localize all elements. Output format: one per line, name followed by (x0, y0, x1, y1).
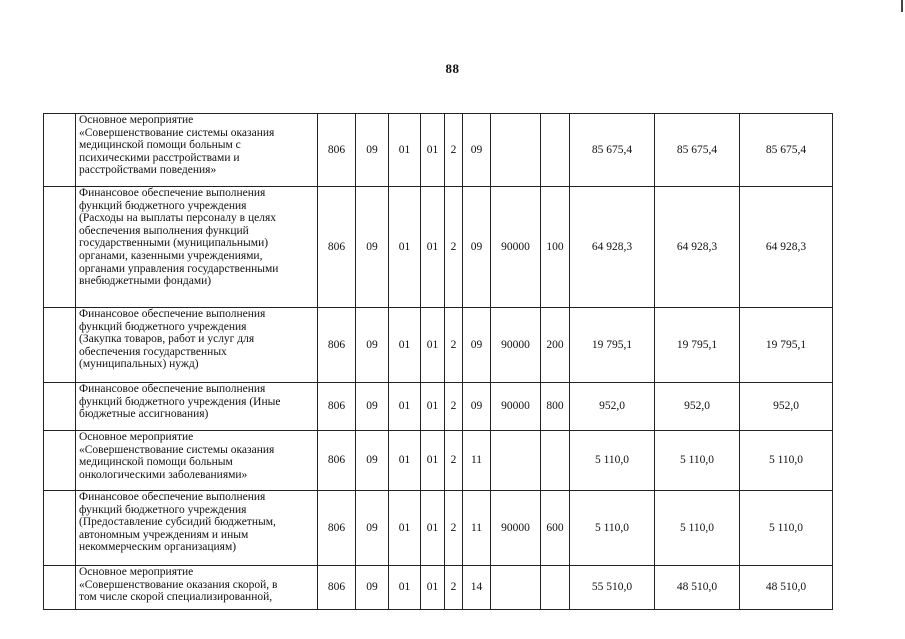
row-number-cell (44, 431, 76, 491)
table-row (44, 566, 833, 610)
expense-direction-code-cell (491, 566, 541, 610)
event-code-cell: 09 (463, 308, 491, 383)
description-cell (76, 114, 318, 187)
amount-year-2-cell: 85 675,4 (655, 114, 740, 187)
subsection-code-cell: 01 (389, 114, 421, 187)
event-code-cell: 09 (463, 383, 491, 431)
subprogram-code-cell: 2 (445, 114, 463, 187)
amount-year-2-cell: 5 110,0 (655, 431, 740, 491)
description-line: внебюджетными фондами) (79, 275, 212, 288)
description-line: том числе скорой специализированной, (79, 591, 273, 604)
amount-year-3-cell: 64 928,3 (740, 187, 833, 308)
subprogram-code-cell: 2 (445, 566, 463, 610)
description-line: «Совершенствование системы оказания (79, 126, 275, 139)
amount-year-2-cell: 64 928,3 (655, 187, 740, 308)
ministry-code-cell: 806 (318, 491, 356, 566)
subprogram-code-cell: 2 (445, 187, 463, 308)
description-line: органами, казенными учреждениями, (79, 249, 263, 262)
section-code-cell: 09 (356, 491, 389, 566)
amount-year-3-cell: 952,0 (740, 383, 833, 431)
subsection-code-cell: 01 (389, 491, 421, 566)
description-line: обеспечения выполнения функций (79, 224, 249, 237)
expense-type-code-cell: 100 (541, 187, 570, 308)
description-line: Основное мероприятие (79, 566, 194, 578)
amount-year-1-cell: 85 675,4 (570, 114, 655, 187)
row-number-cell (44, 383, 76, 431)
program-code-cell: 01 (421, 187, 445, 308)
description-line: онкологическими заболеваниями» (79, 468, 248, 481)
amount-year-2-cell: 48 510,0 (655, 566, 740, 610)
description-line: (Расходы на выплаты персоналу в целях (79, 212, 277, 225)
description-cell (76, 431, 318, 491)
description-line: (Закупка товаров, работ и услуг для (79, 333, 255, 346)
description-line: Финансовое обеспечение выполнения (79, 308, 266, 320)
description-line: Основное мероприятие (79, 114, 194, 126)
expense-type-code-cell (541, 431, 570, 491)
amount-year-3-cell: 85 675,4 (740, 114, 833, 187)
program-code-cell: 01 (421, 431, 445, 491)
section-code-cell: 09 (356, 566, 389, 610)
description-line: автономным учреждениям и иным (79, 528, 249, 541)
description-line: функций бюджетного учреждения (79, 503, 247, 516)
description-line: Финансовое обеспечение выполнения (79, 491, 266, 503)
amount-year-1-cell: 952,0 (570, 383, 655, 431)
event-code-cell: 11 (463, 491, 491, 566)
expense-type-code-cell: 800 (541, 383, 570, 431)
row-number-cell (44, 114, 76, 187)
expense-direction-code-cell: 90000 (491, 187, 541, 308)
amount-year-3-cell: 5 110,0 (740, 431, 833, 491)
page-edge-mark (901, 0, 903, 12)
event-code-cell: 14 (463, 566, 491, 610)
description-line: Финансовое обеспечение выполнения (79, 383, 266, 395)
row-number-cell (44, 187, 76, 308)
description-line: медицинской помощи больным (79, 456, 233, 469)
expense-direction-code-cell: 90000 (491, 491, 541, 566)
table-row (44, 383, 833, 431)
description-line: (Предоставление субсидий бюджетным, (79, 516, 276, 529)
description-line: «Совершенствование оказания скорой, в (79, 578, 278, 591)
expense-direction-code-cell (491, 431, 541, 491)
description-line: некоммерческим организациям) (79, 541, 237, 554)
section-code-cell: 09 (356, 114, 389, 187)
program-code-cell: 01 (421, 308, 445, 383)
amount-year-1-cell: 55 510,0 (570, 566, 655, 610)
amount-year-3-cell: 48 510,0 (740, 566, 833, 610)
ministry-code-cell: 806 (318, 114, 356, 187)
ministry-code-cell: 806 (318, 187, 356, 308)
event-code-cell: 09 (463, 187, 491, 308)
description-line: государственными (муниципальными) (79, 237, 269, 250)
subprogram-code-cell: 2 (445, 308, 463, 383)
ministry-code-cell: 806 (318, 308, 356, 383)
row-number-cell (44, 566, 76, 610)
expense-type-code-cell: 600 (541, 491, 570, 566)
description-line: «Совершенствование системы оказания (79, 443, 275, 456)
ministry-code-cell: 806 (318, 431, 356, 491)
expense-type-code-cell (541, 566, 570, 610)
expense-direction-code-cell: 90000 (491, 308, 541, 383)
subprogram-code-cell: 2 (445, 431, 463, 491)
subsection-code-cell: 01 (389, 566, 421, 610)
program-code-cell: 01 (421, 383, 445, 431)
description-line: функций бюджетного учреждения (Иные (79, 395, 281, 408)
description-line: обеспечения государственных (79, 345, 227, 358)
description-line: медицинской помощи больным с (79, 139, 241, 152)
section-code-cell: 09 (356, 308, 389, 383)
section-code-cell: 09 (356, 187, 389, 308)
ministry-code-cell: 806 (318, 566, 356, 610)
table-row (44, 431, 833, 491)
description-cell (76, 491, 318, 566)
event-code-cell: 09 (463, 114, 491, 187)
expense-direction-code-cell (491, 114, 541, 187)
section-code-cell: 09 (356, 383, 389, 431)
table-body (44, 114, 833, 610)
amount-year-3-cell: 19 795,1 (740, 308, 833, 383)
description-cell (76, 187, 318, 308)
subsection-code-cell: 01 (389, 308, 421, 383)
subsection-code-cell: 01 (389, 187, 421, 308)
amount-year-1-cell: 5 110,0 (570, 431, 655, 491)
page-number: 88 (445, 61, 460, 76)
table-row (44, 114, 833, 187)
description-line: бюджетные ассигнования) (79, 408, 209, 421)
expense-type-code-cell (541, 114, 570, 187)
amount-year-3-cell: 5 110,0 (740, 491, 833, 566)
description-cell (76, 566, 318, 610)
amount-year-2-cell: 5 110,0 (655, 491, 740, 566)
amount-year-2-cell: 952,0 (655, 383, 740, 431)
table-row (44, 187, 833, 308)
amount-year-1-cell: 64 928,3 (570, 187, 655, 308)
row-number-cell (44, 491, 76, 566)
description-line: Основное мероприятие (79, 431, 194, 443)
subprogram-code-cell: 2 (445, 383, 463, 431)
ministry-code-cell: 806 (318, 383, 356, 431)
expense-type-code-cell: 200 (541, 308, 570, 383)
table-row (44, 308, 833, 383)
budget-table (43, 113, 833, 610)
program-code-cell: 01 (421, 114, 445, 187)
program-code-cell: 01 (421, 491, 445, 566)
description-line: функций бюджетного учреждения (79, 199, 247, 212)
section-code-cell: 09 (356, 431, 389, 491)
amount-year-2-cell: 19 795,1 (655, 308, 740, 383)
table-row (44, 491, 833, 566)
program-code-cell: 01 (421, 566, 445, 610)
description-line: Финансовое обеспечение выполнения (79, 187, 266, 199)
row-number-cell (44, 308, 76, 383)
subsection-code-cell: 01 (389, 383, 421, 431)
event-code-cell: 11 (463, 431, 491, 491)
description-line: психическими расстройствами и (79, 151, 240, 164)
description-line: органами управления государственными (79, 262, 279, 275)
subsection-code-cell: 01 (389, 431, 421, 491)
amount-year-1-cell: 19 795,1 (570, 308, 655, 383)
subprogram-code-cell: 2 (445, 491, 463, 566)
description-line: функций бюджетного учреждения (79, 320, 247, 333)
description-cell (76, 383, 318, 431)
description-cell (76, 308, 318, 383)
description-line: расстройствами поведения» (79, 164, 217, 177)
amount-year-1-cell: 5 110,0 (570, 491, 655, 566)
description-line: (муниципальных) нужд) (79, 358, 199, 371)
expense-direction-code-cell: 90000 (491, 383, 541, 431)
